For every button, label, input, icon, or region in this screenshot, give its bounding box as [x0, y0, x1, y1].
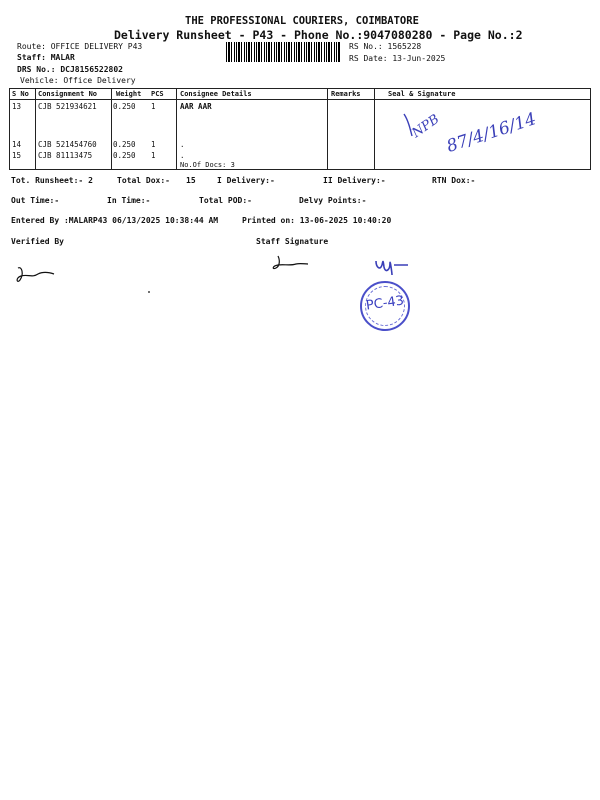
cell-pcs: 1 [151, 140, 156, 149]
col-divider [374, 89, 375, 169]
drs-number: DRS No.: DCJ8156522802 [17, 65, 123, 74]
rs-date: RS Date: 13-Jun-2025 [349, 54, 446, 63]
col-header-remarks: Remarks [331, 90, 361, 98]
printed-on: Printed on: 13-06-2025 10:40:20 [242, 216, 392, 225]
route-label: Route: OFFICE DELIVERY P43 [17, 42, 143, 51]
verified-by-label: Verified By [11, 237, 64, 246]
col-header-consignee: Consignee Details [180, 90, 252, 98]
staff-label: Staff: MALAR [17, 53, 75, 62]
cell-sno: 14 [12, 140, 22, 149]
col-divider [327, 89, 328, 169]
verifier-signature [12, 262, 62, 287]
col-header-consignment: Consignment No [38, 90, 98, 98]
pen-stroke-icon [400, 110, 420, 140]
col-divider [176, 89, 177, 169]
total-pod: Total POD:- [199, 196, 252, 205]
col-divider [35, 89, 36, 169]
cell-consignee: . [180, 151, 185, 160]
cell-sno: 13 [12, 102, 22, 111]
cell-consignment: CJB 81113475 [38, 151, 93, 160]
staff-signature [268, 252, 313, 274]
speck-mark [148, 291, 150, 293]
cell-consignee: . [180, 140, 185, 149]
total-runsheet: Tot. Runsheet:- 2 [11, 176, 93, 185]
staff-signature-label: Staff Signature [256, 237, 329, 246]
col-header-seal: Seal & Signature [388, 90, 456, 98]
company-title: THE PROFESSIONAL COURIERS, COIMBATORE [185, 15, 419, 27]
total-dox-value: 15 [186, 176, 196, 185]
in-time: In Time:- [107, 196, 151, 205]
cell-consignment: CJB 521454760 [38, 140, 97, 149]
col-header-weight: Weight [116, 90, 142, 98]
handwritten-note-numbers: 87/4/16/14 [444, 109, 539, 157]
stamp-label: PC-43 [365, 293, 405, 314]
col-divider [111, 89, 112, 169]
col-header-pcs: PCS [151, 90, 164, 98]
total-dox-label: Total Dox:- [117, 176, 170, 185]
docs-count: No.Of Docs: 3 [180, 161, 235, 169]
pc43-stamp [360, 281, 410, 331]
barcode [226, 42, 340, 62]
stamp-initials [370, 253, 415, 278]
cell-consignment: CJB 521934621 [38, 102, 97, 111]
runsheet-subtitle: Delivery Runsheet - P43 - Phone No.:9047080280 - Page No.:2 [114, 28, 523, 42]
col-header-sno: S No [12, 90, 29, 98]
cell-pcs: 1 [151, 151, 156, 160]
cell-consignee: AAR AAR [180, 102, 212, 111]
entered-by: Entered By :MALARP43 06/13/2025 10:38:44 AM [11, 216, 219, 225]
out-time: Out Time:- [11, 196, 60, 205]
cell-weight: 0.250 [113, 140, 136, 149]
rs-number: RS No.: 1565228 [349, 42, 422, 51]
cell-weight: 0.250 [113, 102, 136, 111]
ii-delivery: II Delivery:- [323, 176, 386, 185]
rtn-dox: RTN Dox:- [432, 176, 476, 185]
cell-sno: 15 [12, 151, 22, 160]
delvy-points: Delvy Points:- [299, 196, 367, 205]
i-delivery: I Delivery:- [217, 176, 275, 185]
handwritten-note-npb: NPB [409, 111, 443, 142]
cell-weight: 0.250 [113, 151, 136, 160]
vehicle-label: Vehicle: Office Delivery [20, 76, 136, 85]
cell-pcs: 1 [151, 102, 156, 111]
